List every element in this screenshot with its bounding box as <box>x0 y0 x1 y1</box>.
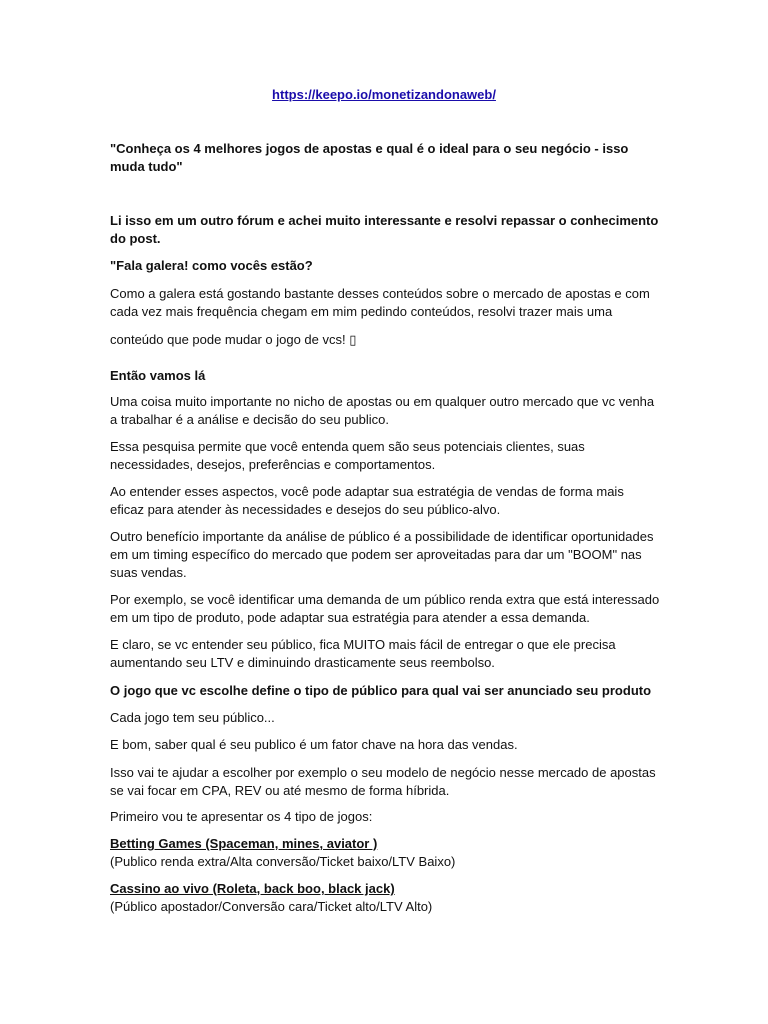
game-2-title: Cassino ao vivo (Roleta, back boo, black jack) <box>110 881 395 896</box>
game-1-description: (Publico renda extra/Alta conversão/Ticket baixo/LTV Baixo) <box>110 854 456 869</box>
intro-text: Li isso em um outro fórum e achei muito interessante e resolvi repassar o conhecimento do post. <box>110 213 659 246</box>
paragraph-12: Primeiro vou te apresentar os 4 tipo de jogos: <box>110 809 373 824</box>
paragraph-10: E bom, saber qual é seu publico é um fator chave na hora das vendas. <box>110 737 518 752</box>
heading-entao-vamos-la: Então vamos lá <box>110 368 206 383</box>
paragraph-5: Ao entender esses aspectos, você pode adaptar sua estratégia de vendas de forma mais eficaz para atender às necessidades e desejos do seu público-alvo. <box>110 484 624 517</box>
game-2-description: (Público apostador/Conversão cara/Ticket alto/LTV Alto) <box>110 899 433 914</box>
paragraph-6: Outro benefício importante da análise de público é a possibilidade de identificar oportunidades em um timing específico do mercado que podem ser aproveitadas para dar um "BOOM" nas suas vendas. <box>110 529 654 580</box>
paragraph-11: Isso vai te ajudar a escolher por exemplo o seu modelo de negócio nesse mercado de apostas se vai focar em CPA, REV ou até mesmo de forma híbrida. <box>110 765 656 798</box>
source-link[interactable]: https://keepo.io/monetizandonaweb/ <box>272 87 496 102</box>
paragraph-1: Como a galera está gostando bastante desses conteúdos sobre o mercado de apostas e com cada vez mais frequência chegam em mim pedindo conteúdos, resolvi trazer mais uma <box>110 286 650 319</box>
paragraph-2: conteúdo que pode mudar o jogo de vcs! ▯ <box>110 332 357 347</box>
source-link-line <box>0 86 768 104</box>
title-quote: "Conheça os 4 melhores jogos de apostas e qual é o ideal para o seu negócio - isso muda tudo" <box>110 141 629 174</box>
paragraph-3: Uma coisa muito importante no nicho de apostas ou em qualquer outro mercado que vc venha a trabalhar é a análise e decisão do seu publico. <box>110 394 655 427</box>
paragraph-8: E claro, se vc entender seu público, fica MUITO mais fácil de entregar o que ele precisa aumentando seu LTV e diminuindo drasticamente seus reembolso. <box>110 637 616 670</box>
game-1-title: Betting Games (Spaceman, mines, aviator ) <box>110 836 378 851</box>
paragraph-4: Essa pesquisa permite que você entenda quem são seus potenciais clientes, suas necessidades, desejos, preferências e comportamentos. <box>110 439 585 472</box>
paragraph-9: Cada jogo tem seu público... <box>110 710 275 725</box>
greeting-text: "Fala galera! como vocês estão? <box>110 258 313 273</box>
paragraph-7: Por exemplo, se você identificar uma demanda de um público renda extra que está interessado em um tipo de produto, pode adaptar sua estratégia para atender a essa demanda. <box>110 592 660 625</box>
heading-jogo-define-publico: O jogo que vc escolhe define o tipo de público para qual vai ser anunciado seu produto <box>110 683 652 698</box>
